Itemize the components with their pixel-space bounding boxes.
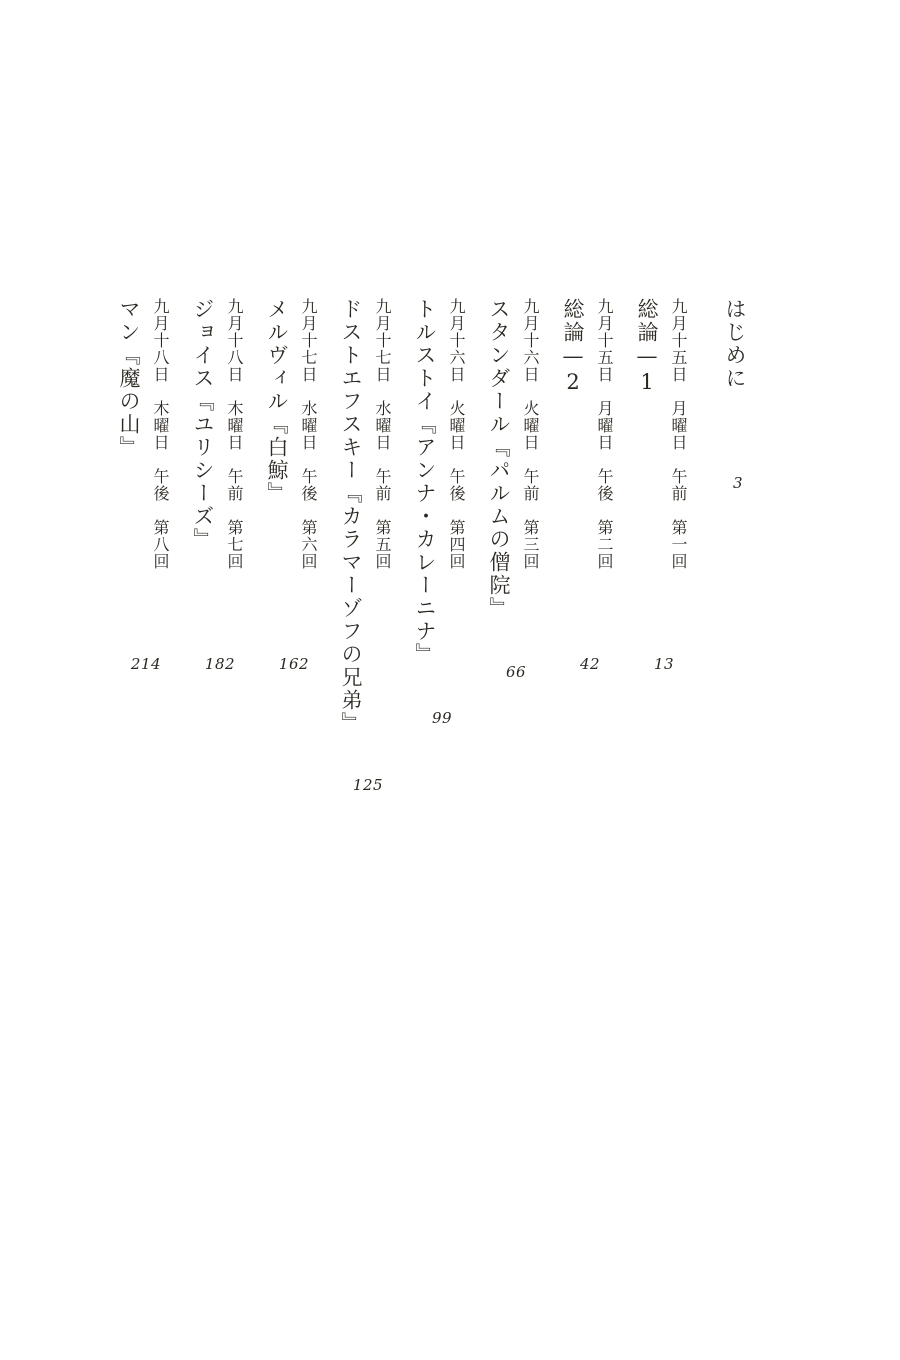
- entry-5-heading: 九月十七日 水曜日 午前 第五回: [373, 298, 392, 570]
- entry-2-page-number: 42: [579, 655, 601, 673]
- entry-4-heading: 九月十六日 火曜日 午後 第四回: [447, 298, 466, 570]
- entry-8-page-number: 214: [130, 655, 162, 673]
- entry-2-heading: 九月十五日 月曜日 午後 第二回: [595, 298, 614, 570]
- intro-page-number: 3: [732, 474, 744, 492]
- entry-1-title: 総論—1: [635, 298, 659, 396]
- entry-5-title: ドストエフスキー『カラマーゾフの兄弟』: [339, 298, 363, 735]
- entry-2-title: 総論—2: [561, 298, 585, 396]
- entry-6-title: メルヴィル『白鯨』: [265, 298, 289, 505]
- entry-6-heading: 九月十七日 水曜日 午後 第六回: [299, 298, 318, 570]
- entry-3-heading: 九月十六日 火曜日 午前 第三回: [521, 298, 540, 570]
- entry-5-page-number: 125: [352, 776, 384, 794]
- entry-4-title: トルストイ『アンナ・カレーニナ』: [413, 298, 437, 666]
- entry-3-title: スタンダール『パルムの僧院』: [487, 298, 511, 620]
- entry-1-page-number: 13: [653, 655, 675, 673]
- entry-8-heading: 九月十八日 木曜日 午後 第八回: [151, 298, 170, 570]
- intro-title: はじめに: [723, 298, 747, 390]
- entry-7-heading: 九月十八日 木曜日 午前 第七回: [225, 298, 244, 570]
- entry-7-page-number: 182: [204, 655, 236, 673]
- entry-4-page-number: 99: [431, 709, 453, 727]
- entry-8-title: マン『魔の山』: [117, 298, 141, 459]
- entry-3-page-number: 66: [505, 663, 527, 681]
- entry-6-page-number: 162: [278, 655, 310, 673]
- entry-7-title: ジョイス『ユリシーズ』: [191, 298, 215, 551]
- entry-1-heading: 九月十五日 月曜日 午前 第一回: [669, 298, 688, 570]
